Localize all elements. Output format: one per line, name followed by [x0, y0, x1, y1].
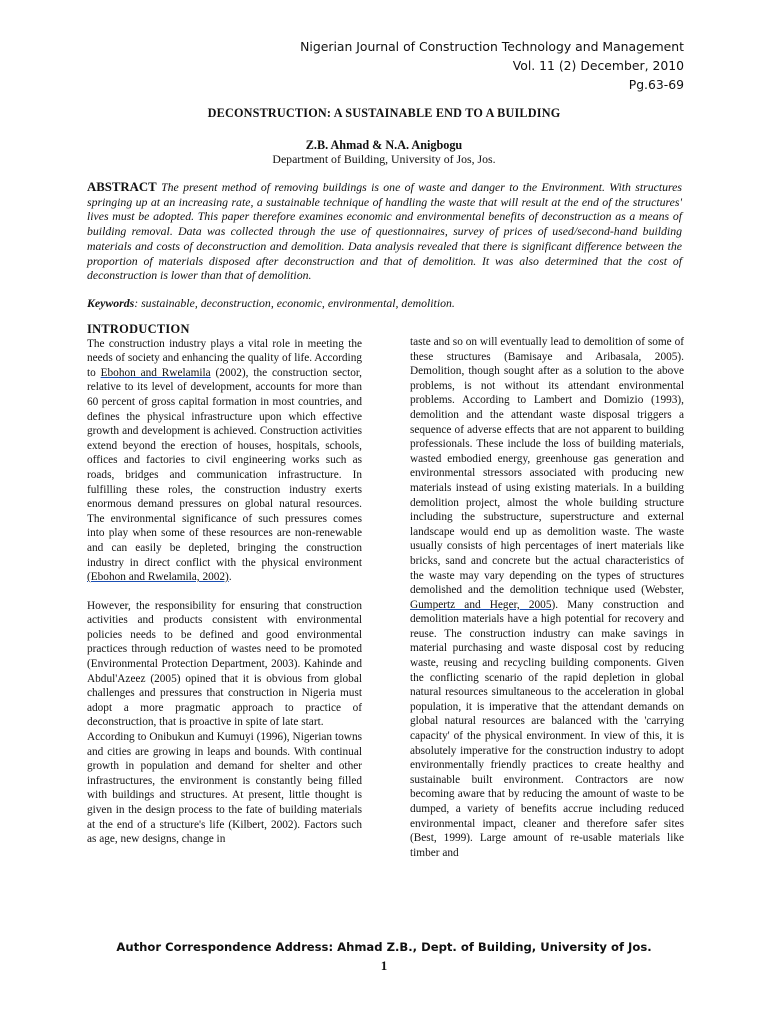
- keywords: [87, 296, 682, 311]
- keywords-text: : sustainable, deconstruction, economic, environmental, demolition.: [134, 296, 455, 310]
- abstract-label: ABSTRACT: [87, 180, 157, 194]
- paragraph-text: taste and so on will eventually lead to demolition of some of these structures (Bamisaye and Aribasala, 2005). Demolition, though sought after as a solution to the above problems, is not without its attendant environmental problems. According to Lambert and Domizio (1993), demolition and the attendant waste disposal triggers a sequence of adverse effects that are not apparent to building professionals. These include the loss of building materials, wasted embodied energy, greenhouse gas generation and environmental stressors associated with producing new materials instead of using existing materials. In a building demolition project, almost the whole building structure including the substructure, superstructure and external landscape would end up as demolition waste. The waste usually consists of high percentages of inert materials like bricks, sand and concrete but the actual characteristics of the waste may vary depending on the types of structures demolished and the demolition technique used (Webster,: [410, 336, 684, 597]
- journal-name: Nigerian Journal of Construction Technology and Management: [300, 39, 684, 54]
- keywords-label: Keywords: [87, 296, 135, 310]
- author-affiliation: Department of Building, University of Jos, Jos.: [272, 152, 496, 166]
- body-column-right: [410, 335, 684, 860]
- body-paragraph: [87, 337, 362, 585]
- paragraph-text: (2002), the construction sector, relative to its level of development, accounts for more than 60 percent of gross capital formation in most countries, and defines the physical infrastructure upon which effective growth and development is achieved. Construction activities extend beyond the erection of houses, hospitals, schools, offices and factories to civil engineering works such as roads, bridges and communication infrastructure. In fulfilling these roles, the construction industry exerts enormous demand pressures on global natural resources. The environmental significance of such pressures comes into play when some of these resources are non-renewable and can easily be depleted, bringing the construction industry in direct conflict with the physical environment: [87, 366, 362, 569]
- abstract: [87, 180, 682, 283]
- body-column-left: [87, 322, 362, 847]
- citation-link[interactable]: Gumpertz and Heger, 2005: [410, 598, 552, 611]
- body-paragraph: [410, 335, 684, 860]
- page-number: 1: [380, 958, 388, 973]
- paragraph-text: .: [228, 571, 232, 584]
- citation-link[interactable]: Ebohon and Rwelamila: [100, 366, 211, 379]
- journal-volume: Vol. 11 (2) December, 2010: [512, 58, 684, 73]
- paper-title: DECONSTRUCTION: A SUSTAINABLE END TO A BUILDING: [207, 106, 561, 120]
- journal-header: [300, 37, 684, 94]
- body-paragraph: However, the responsibility for ensuring that construction activities and products consistent with environmental policies needs to be defined and good environmental practices through reduction of wastes need to be promoted (Environmental Protection Department, 2003). Kahinde and Abdul'Azeez (2005) opined that it is obvious from global challenges and pressures that construction in Nigeria must adopt a more pragmatic approach to practice of deconstruction, that is proactive in spite of late start.: [87, 599, 362, 729]
- correspondence-address: Author Correspondence Address: Ahmad Z.B., Dept. of Building, University of Jos.: [116, 940, 652, 954]
- journal-pages: Pg.63-69: [628, 77, 684, 92]
- citation-link[interactable]: (Ebohon and Rwelamila, 2002): [87, 571, 229, 584]
- introduction-heading: INTRODUCTION: [87, 322, 190, 336]
- paragraph-text: ). Many construction and demolition materials have a high potential for recovery and reuse. The construction industry can make savings in material purchasing and waste disposal cost by reducing waste, reusing and recycling building components. Given the conflicting scenario of the rapid depletion in global natural resources simultaneous to the acceleration in global population, it is imperative that the attendant demands on global natural resources are balanced with the 'carrying capacity' of the physical environment. In view of this, it is absolutely imperative for the construction industry to adopt environmentally friendly practices to create healthy and sustainable built environment. Contractors are now becoming aware that by reducing the amount of waste to be dumped, a variety of benefits accrue including reduced environmental impact, cleaner and therefore safer sites (Best, 1999). Large amount of re-usable materials like timber and: [410, 598, 684, 859]
- paragraph-text: The construction industry plays a vital role in meeting the needs of society and enhancing the quality of life. According to: [87, 337, 362, 379]
- paper-authors: Z.B. Ahmad & N.A. Anigbogu: [305, 138, 463, 152]
- body-paragraph: According to Onibukun and Kumuyi (1996), Nigerian towns and cities are growing in leaps and bounds. With continual growth in population and demand for shelter and other infrastructures, the environment is constantly being filled with buildings and structures. At present, little thought is given in the design process to the fate of building materials at the end of a structure's life (Kilbert, 2002). Factors such as age, new designs, change in: [87, 731, 362, 846]
- abstract-text: The present method of removing buildings is one of waste and danger to the Environment. With structures springing up at an increasing rate, a sustainable technique of handling the waste that will result at the end of the structures' lives must be adopted. This paper therefore examines economic and environmental benefits of deconstruction as a means of building removal. Data was collected through the use of questionnaires, survey of prices of used/second-hand building materials and costs of deconstruction and demolition. Data analysis revealed that there is significant difference between the proportion of materials disposed after deconstruction and that of demolition. It was also determined that the cost of deconstruction is lower than that of demolition.: [87, 180, 683, 283]
